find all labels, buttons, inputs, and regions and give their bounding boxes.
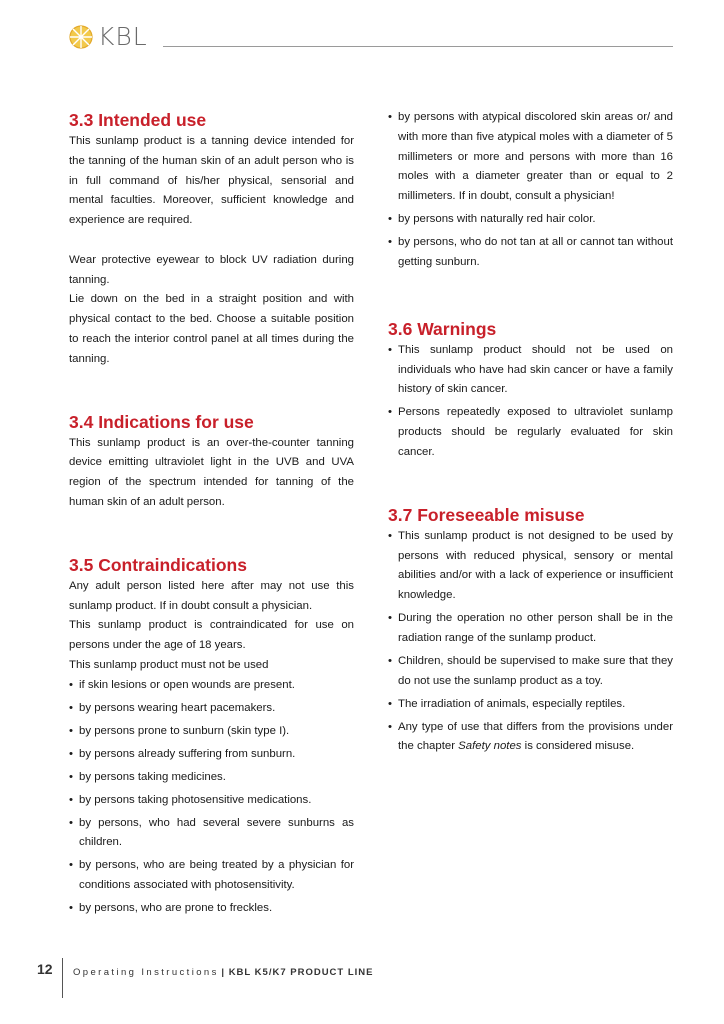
section-3-5-paragraph-3: This sunlamp product must not be used: [69, 658, 269, 671]
list-item: • by persons with atypical discolored skin areas or/ and with more than five atypical moles with a diameter of 5 millimeters or more and persons with more than 16 moles with a diameter greater than or equal to 2 millimeters. If in doubt, consult a physician!: [388, 108, 673, 207]
list-item: • by persons, who are being treated by a physician for conditions associated with photosensitivity.: [69, 856, 354, 896]
list-item: • by persons wearing heart pacemakers.: [69, 699, 354, 719]
page-number: 12: [37, 961, 53, 977]
list-item: • by persons prone to sunburn (skin type I).: [69, 722, 354, 742]
footer-divider: [62, 958, 63, 998]
section-3-6-title: 3.6 Warnings: [388, 318, 497, 339]
logo-text: KBL: [98, 22, 148, 51]
section-3-7-title: 3.7 Foreseeable misuse: [388, 504, 585, 525]
section-3-4-title: 3.4 Indications for use: [69, 411, 254, 432]
list-item: • by persons, who do not tan at all or cannot tan without getting sunburn.: [388, 233, 673, 273]
footer-label: Operating Instructions: [73, 967, 219, 978]
section-3-3-paragraph-3: Lie down on the bed in a straight position and with physical contact to the bed. Choose a suitable position to reach the interior control panel at all times during the tanning.: [69, 293, 354, 365]
list-item: • Children, should be supervised to make sure that they do not use the sunlamp product as a toy.: [388, 652, 673, 692]
right-column: [388, 108, 673, 760]
list-item: • by persons already suffering from sunburn.: [69, 745, 354, 765]
section-3-5-title: 3.5 Contraindications: [69, 554, 247, 575]
list-item-tail: is considered misuse.: [521, 740, 635, 753]
list-item-text: Any type of use that differs from the provisions under the chapter: [398, 720, 673, 753]
list-item: • During the operation no other person shall be in the radiation range of the sunlamp product.: [388, 609, 673, 649]
kbl-logo: [68, 24, 148, 50]
list-item: [388, 718, 673, 758]
sun-logo-icon: [68, 24, 94, 50]
warnings-list: [388, 341, 673, 463]
section-3-5-paragraph-1: Any adult person listed here after may not use this sunlamp product. If in doubt consult a physician.: [69, 579, 354, 612]
list-item: • This sunlamp product should not be used on individuals who have had skin cancer or have a family history of skin cancer.: [388, 341, 673, 400]
left-column: [69, 108, 354, 922]
section-3-4-paragraph-1: This sunlamp product is an over-the-counter tanning device emitting ultraviolet light in the UVB and UVA region of the spectrum intended for tanning of the human skin of an adult person.: [69, 436, 354, 508]
list-item: • by persons, who are prone to freckles.: [69, 899, 354, 919]
section-3-3-paragraph-2: Wear protective eyewear to block UV radiation during tanning.: [69, 253, 354, 286]
spacer: [69, 231, 354, 251]
list-item: • by persons with naturally red hair color.: [388, 210, 673, 230]
list-item: • by persons, who had several severe sunburns as children.: [69, 814, 354, 854]
contraindications-list: [69, 676, 354, 919]
section-3-3-title: 3.3 Intended use: [69, 110, 207, 130]
section-3-3-paragraph-1: This sunlamp product is a tanning device intended for the tanning of the human skin of an adult person who is in full command of his/her physical, sensorial and mental faculties. Moreover, sufficient knowledge and experience are required.: [69, 135, 354, 227]
list-item: • The irradiation of animals, especially reptiles.: [388, 695, 673, 715]
footer-product: | KBL K5/K7 PRODUCT LINE: [221, 967, 374, 978]
list-item: • Persons repeatedly exposed to ultraviolet sunlamp products should be regularly evaluated for skin cancer.: [388, 403, 673, 462]
safety-notes-reference: Safety notes: [458, 740, 522, 753]
list-item: • by persons taking medicines.: [69, 768, 354, 788]
misuse-list: [388, 527, 673, 758]
list-item: • by persons taking photosensitive medications.: [69, 791, 354, 811]
contraindications-list-continued: [388, 108, 673, 273]
header-divider: [163, 46, 673, 47]
footer-text: [73, 967, 374, 978]
section-3-5-paragraph-2: This sunlamp product is contraindicated for use on persons under the age of 18 years.: [69, 619, 354, 652]
list-item: • This sunlamp product is not designed to be used by persons with reduced physical, sensory or mental abilities and/or with a lack of experience or insufficient knowledge.: [388, 527, 673, 606]
list-item: • if skin lesions or open wounds are present.: [69, 676, 354, 696]
